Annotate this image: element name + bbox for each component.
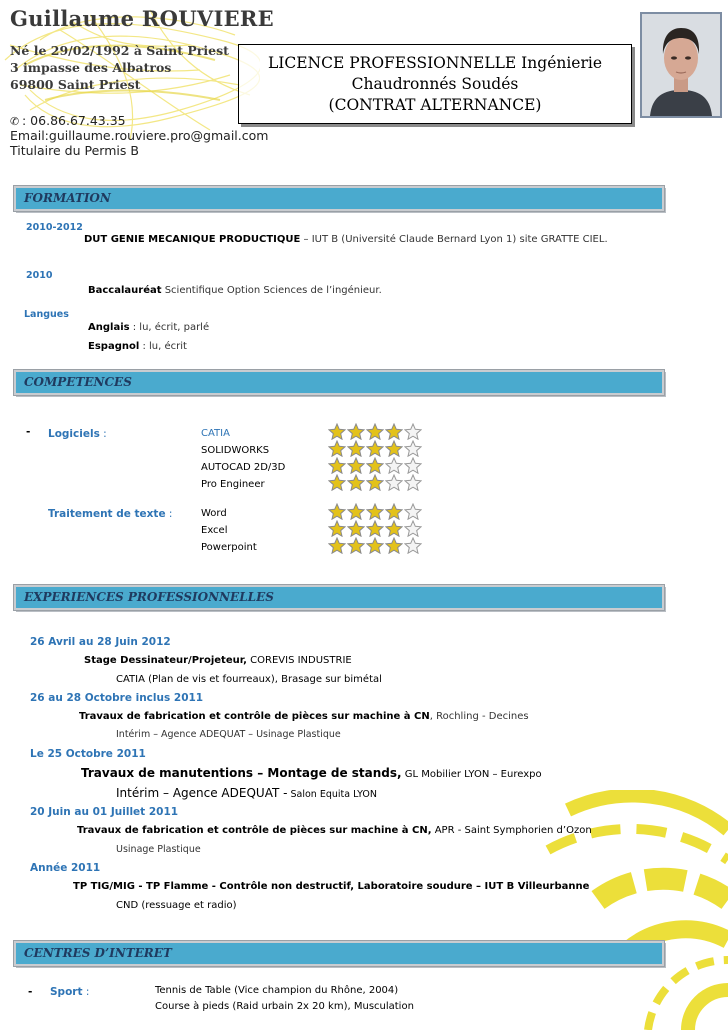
star-filled-icon [328, 520, 346, 537]
star-filled-icon [347, 440, 365, 457]
experience-entry-1 [84, 655, 352, 666]
skill-rating [328, 440, 422, 457]
experience-title-2: Travaux de fabrication et contrôle de pièces sur machine à CN [79, 711, 430, 722]
experience-detail-2: Intérim – Agence ADEQUAT – Usinage Plastique [116, 729, 341, 740]
target-position-line-2: Chaudronnés Soudés [351, 75, 519, 93]
star-filled-icon [366, 520, 384, 537]
experience-title-5: TP TIG/MIG - TP Flamme - Contrôle non destructif, Laboratoire soudure – IUT B Villeurbanne [73, 881, 590, 892]
formation-title-1: DUT GENIE MECANIQUE PRODUCTIQUE [84, 234, 301, 245]
target-position-line-1: LICENCE PROFESSIONNELLE Ingénierie [267, 54, 603, 72]
skill-name: CATIA [201, 428, 230, 439]
section-bar-formation [14, 186, 664, 211]
star-filled-icon [347, 474, 365, 491]
skill-rating [328, 474, 422, 491]
star-empty-icon [404, 423, 422, 440]
language-2-level: : lu, écrit [139, 341, 187, 352]
experience-company-2: , Rochling - Decines [429, 711, 529, 722]
language-2-name: Espagnol [88, 341, 140, 352]
target-position-line-3: (CONTRAT ALTERNANCE) [328, 96, 542, 114]
section-title-interests: CENTRES D’INTERET [24, 946, 172, 960]
skill-name: Word [201, 508, 227, 519]
skill-name: Pro Engineer [201, 479, 265, 490]
phone-line [10, 113, 126, 128]
star-empty-icon [404, 503, 422, 520]
word-processing-label-text: Traitement de texte [48, 508, 166, 520]
star-filled-icon [347, 457, 365, 474]
experience-detail-3-extra: Salon Equita LYON [287, 789, 377, 800]
star-empty-icon [404, 457, 422, 474]
candidate-name: Guillaume ROUVIERE [10, 6, 274, 31]
formation-date-2: 2010 [26, 270, 53, 281]
formation-detail-1: – IUT B (Université Claude Bernard Lyon 1) site GRATTE CIEL. [300, 234, 608, 245]
address-line-2: 69800 Saint Priest [10, 77, 141, 92]
languages-label: Langues [24, 309, 69, 320]
star-filled-icon [347, 423, 365, 440]
star-filled-icon [328, 503, 346, 520]
profile-photo [640, 12, 722, 118]
section-title-formation: FORMATION [24, 191, 111, 205]
experience-date-1: 26 Avril au 28 Juin 2012 [30, 636, 171, 648]
experience-company-4: APR - Saint Symphorien d’Ozon [431, 825, 592, 836]
skill-rating [328, 520, 422, 537]
experience-detail-3-main: Intérim – Agence ADEQUAT - [116, 786, 288, 800]
skill-name: Powerpoint [201, 542, 257, 553]
sport-line-2: Course à pieds (Raid urbain 2x 20 km), Musculation [155, 1001, 414, 1012]
skill-rating [328, 537, 422, 554]
language-2 [88, 341, 187, 352]
phone-icon: ✆ [10, 115, 20, 128]
skill-rating [328, 423, 422, 440]
star-empty-icon [404, 440, 422, 457]
experience-date-3: Le 25 Octobre 2011 [30, 748, 146, 760]
experience-date-4: 20 Juin au 01 Juillet 2011 [30, 806, 179, 818]
target-position-box [238, 44, 632, 124]
star-filled-icon [385, 503, 403, 520]
experience-entry-3 [81, 766, 542, 780]
sport-label-colon: : [82, 986, 90, 998]
star-filled-icon [347, 503, 365, 520]
skill-rating [328, 457, 422, 474]
language-1-name: Anglais [88, 322, 130, 333]
section-bar-competences [14, 370, 664, 395]
star-filled-icon [328, 537, 346, 554]
software-label-colon: : [99, 428, 107, 440]
experience-title-1: Stage Dessinateur/Projeteur, [84, 655, 247, 666]
star-filled-icon [366, 537, 384, 554]
formation-date-1: 2010-2012 [26, 222, 83, 233]
formation-entry-1 [84, 234, 608, 245]
star-filled-icon [366, 440, 384, 457]
star-filled-icon [328, 440, 346, 457]
software-label [48, 428, 107, 440]
experience-entry-2 [79, 711, 529, 722]
experience-entry-4 [77, 825, 592, 836]
skill-name: SOLIDWORKS [201, 445, 270, 456]
experience-date-2: 26 au 28 Octobre inclus 2011 [30, 692, 204, 704]
email: Email:guillaume.rouviere.pro@gmail.com [10, 128, 269, 143]
skill-rating [328, 503, 422, 520]
star-filled-icon [366, 503, 384, 520]
word-processing-label-colon: : [165, 508, 173, 520]
experience-company-3: GL Mobilier LYON – Eurexpo [401, 769, 542, 780]
section-title-experiences: EXPERIENCES PROFESSIONNELLES [24, 590, 274, 604]
star-filled-icon [347, 537, 365, 554]
experience-title-4: Travaux de fabrication et contrôle de pièces sur machine à CN, [77, 825, 432, 836]
language-1-level: : lu, écrit, parlé [129, 322, 210, 333]
word-processing-label [48, 508, 172, 520]
star-filled-icon [328, 423, 346, 440]
address-line-1: 3 impasse des Albatros [10, 60, 172, 75]
driving-license: Titulaire du Permis B [10, 143, 139, 158]
star-empty-icon [385, 474, 403, 491]
section-title-competences: COMPETENCES [24, 375, 132, 389]
sport-label-text: Sport [50, 986, 83, 998]
star-empty-icon [404, 537, 422, 554]
software-label-text: Logiciels [48, 428, 100, 440]
experience-detail-5: CND (ressuage et radio) [116, 900, 237, 911]
star-filled-icon [366, 474, 384, 491]
star-filled-icon [385, 537, 403, 554]
section-bar-experiences [14, 585, 664, 610]
star-filled-icon [347, 520, 365, 537]
star-filled-icon [328, 474, 346, 491]
portrait-image [642, 14, 720, 116]
experience-title-3: Travaux de manutentions – Montage de stands, [81, 766, 402, 780]
star-filled-icon [366, 423, 384, 440]
language-1 [88, 322, 209, 333]
sport-label [50, 986, 89, 998]
formation-detail-2: Scientifique Option Sciences de l’ingénieur. [161, 285, 382, 296]
skill-name: AUTOCAD 2D/3D [201, 462, 286, 473]
skill-name: Excel [201, 525, 228, 536]
experience-detail-3 [116, 786, 377, 800]
formation-title-2: Baccalauréat [88, 285, 162, 296]
experience-company-1: COREVIS INDUSTRIE [246, 655, 352, 666]
star-empty-icon [404, 520, 422, 537]
experience-detail-4: Usinage Plastique [116, 844, 201, 855]
star-filled-icon [385, 423, 403, 440]
software-dash: - [26, 426, 31, 438]
star-filled-icon [328, 457, 346, 474]
formation-entry-2 [88, 285, 382, 296]
experience-date-5: Année 2011 [30, 862, 101, 874]
star-filled-icon [366, 457, 384, 474]
star-filled-icon [385, 520, 403, 537]
star-empty-icon [404, 474, 422, 491]
sport-line-1: Tennis de Table (Vice champion du Rhône, 2004) [155, 985, 399, 996]
star-empty-icon [385, 457, 403, 474]
section-bar-interests [14, 941, 664, 966]
phone-number: : 06.86.67.43.35 [22, 113, 126, 128]
birth-info: Né le 29/02/1992 à Saint Priest [10, 43, 229, 58]
sport-dash: - [28, 986, 33, 998]
star-filled-icon [385, 440, 403, 457]
experience-detail-1: CATIA (Plan de vis et fourreaux), Brasage sur bimétal [116, 674, 382, 685]
